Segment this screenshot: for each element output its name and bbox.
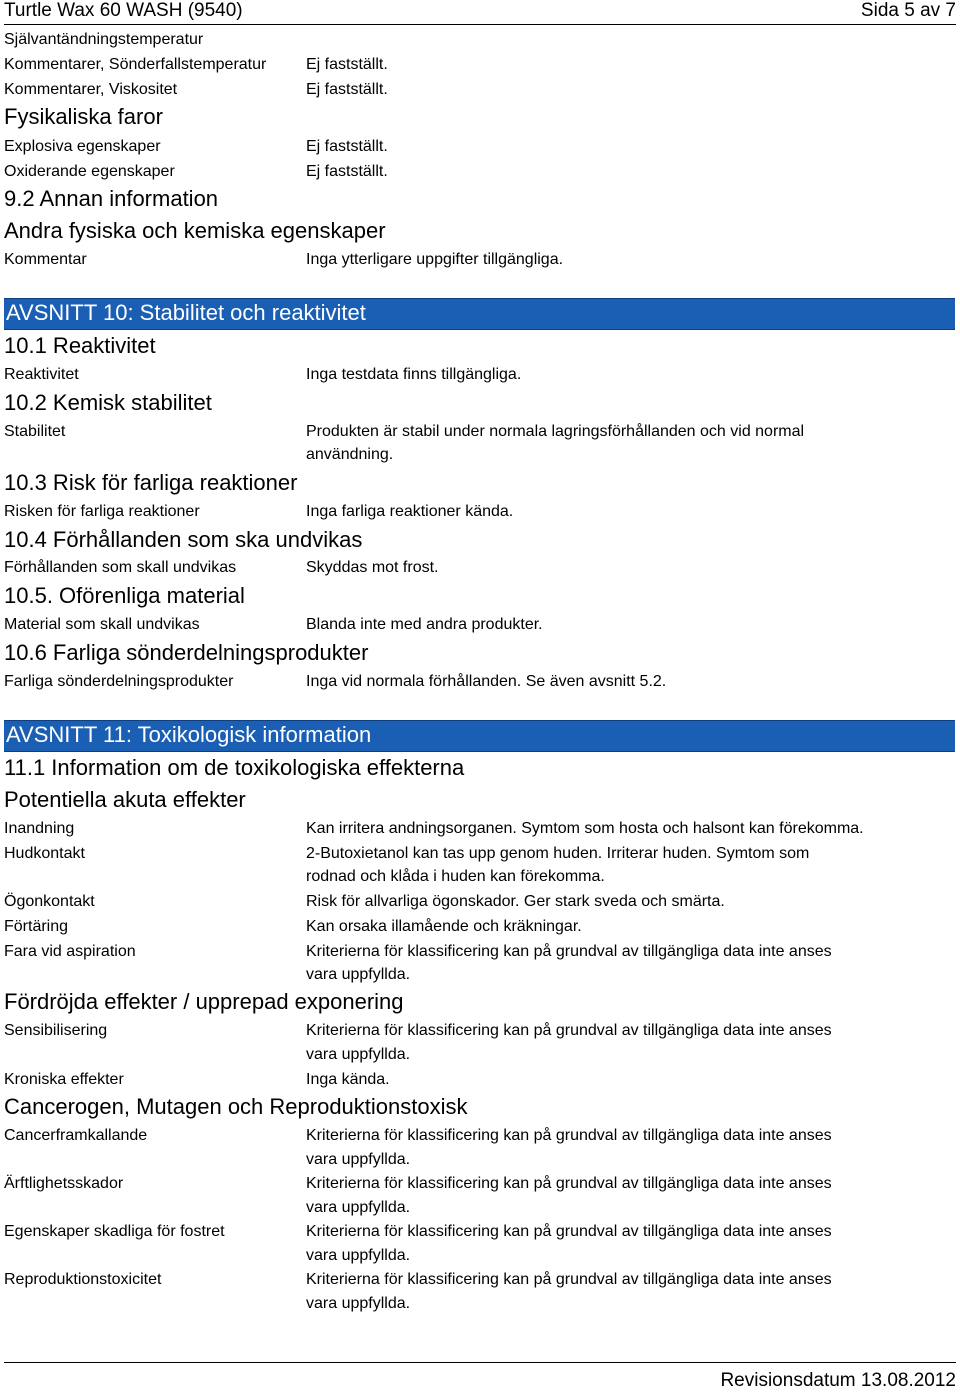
subheading: 10.6 Farliga sönderdelningsprodukter	[4, 640, 369, 665]
field-value: Inga farliga reaktioner kända.	[306, 503, 514, 520]
field-value: Inga kända.	[306, 1071, 390, 1088]
field-value: Inga testdata finns tillgängliga.	[306, 366, 522, 383]
field-value: Risk för allvarliga ögonskador. Ger stark sveda och smärta.	[306, 893, 725, 910]
field-value-continued: vara uppfyllda.	[306, 1295, 411, 1312]
field-value: Kan irritera andningsorganen. Symtom som hosta och halsont kan förekomma.	[306, 820, 864, 837]
field-label: Ögonkontakt	[4, 893, 95, 910]
field-value-continued: vara uppfyllda.	[306, 1247, 411, 1264]
field-label: Förhållanden som skall undvikas	[4, 559, 237, 576]
subheading: 10.4 Förhållanden som ska undvikas	[4, 527, 363, 552]
subheading: 11.1 Information om de toxikologiska effekterna	[4, 755, 465, 780]
subheading: Andra fysiska och kemiska egenskaper	[4, 218, 386, 243]
field-value: Produkten är stabil under normala lagringsförhållanden och vid normal	[306, 423, 805, 440]
field-label: Stabilitet	[4, 423, 66, 440]
field-label: Cancerframkallande	[4, 1127, 148, 1144]
subheading: Cancerogen, Mutagen och Reproduktionstoxisk	[4, 1094, 468, 1119]
field-label: Oxiderande egenskaper	[4, 163, 175, 180]
subheading: 10.5. Oförenliga material	[4, 583, 245, 608]
field-value: Ej fastställt.	[306, 56, 388, 73]
field-label: Ärftlighetsskador	[4, 1175, 124, 1192]
subheading: Fördröjda effekter / upprepad exponering	[4, 989, 404, 1014]
revision-date: Revisionsdatum 13.08.2012	[720, 1370, 956, 1391]
field-value: Kriterierna för klassificering kan på grundval av tillgängliga data inte anses	[306, 1271, 832, 1288]
header-rule	[4, 24, 956, 25]
field-label: Kommentarer, Viskositet	[4, 81, 178, 98]
field-label: Sensibilisering	[4, 1022, 108, 1039]
field-label: Egenskaper skadliga för fostret	[4, 1223, 225, 1240]
field-value: Kriterierna för klassificering kan på grundval av tillgängliga data inte anses	[306, 1127, 832, 1144]
field-label: Fara vid aspiration	[4, 943, 136, 960]
field-value: Inga ytterligare uppgifter tillgängliga.	[306, 251, 564, 268]
field-value: Skyddas mot frost.	[306, 559, 439, 576]
subheading: 10.2 Kemisk stabilitet	[4, 390, 212, 415]
field-label: Självantändningstemperatur	[4, 31, 204, 48]
field-label: Kommentar	[4, 251, 87, 268]
field-label: Hudkontakt	[4, 845, 85, 862]
field-label: Explosiva egenskaper	[4, 138, 161, 155]
field-label: Risken för farliga reaktioner	[4, 503, 200, 520]
section-title: AVSNITT 10: Stabilitet och reaktivitet	[6, 300, 366, 325]
field-value: Kriterierna för klassificering kan på grundval av tillgängliga data inte anses	[306, 1022, 832, 1039]
document-title: Turtle Wax 60 WASH (9540)	[4, 0, 243, 21]
field-value: Ej fastställt.	[306, 163, 388, 180]
field-value-continued: vara uppfyllda.	[306, 1151, 411, 1168]
subheading: Fysikaliska faror	[4, 104, 163, 129]
field-label: Inandning	[4, 820, 75, 837]
field-label: Farliga sönderdelningsprodukter	[4, 673, 234, 690]
field-value: Kriterierna för klassificering kan på grundval av tillgängliga data inte anses	[306, 1175, 832, 1192]
field-value: Kriterierna för klassificering kan på grundval av tillgängliga data inte anses	[306, 1223, 832, 1240]
subheading: 9.2 Annan information	[4, 186, 219, 211]
field-value: Kan orsaka illamående och kräkningar.	[306, 918, 582, 935]
field-value: Inga vid normala förhållanden. Se även avsnitt 5.2.	[306, 673, 667, 690]
field-value: 2-Butoxietanol kan tas upp genom huden. Irriterar huden. Symtom som	[306, 845, 810, 862]
field-value: Kriterierna för klassificering kan på grundval av tillgängliga data inte anses	[306, 943, 832, 960]
section-band	[4, 720, 955, 752]
subheading: Potentiella akuta effekter	[4, 787, 246, 812]
field-value-continued: vara uppfyllda.	[306, 966, 411, 983]
page-number: Sida 5 av 7	[860, 0, 956, 21]
field-label: Reproduktionstoxicitet	[4, 1271, 162, 1288]
footer-rule	[4, 1362, 956, 1363]
field-value: Ej fastställt.	[306, 81, 388, 98]
section-band	[4, 298, 955, 330]
field-label: Material som skall undvikas	[4, 616, 200, 633]
field-value-continued: användning.	[306, 446, 394, 463]
field-label: Kommentarer, Sönderfallstemperatur	[4, 56, 267, 73]
field-label: Förtäring	[4, 918, 69, 935]
field-value: Blanda inte med andra produkter.	[306, 616, 543, 633]
field-label: Reaktivitet	[4, 366, 79, 383]
subheading: 10.3 Risk för farliga reaktioner	[4, 470, 298, 495]
field-value-continued: rodnad och klåda i huden kan förekomma.	[306, 868, 605, 885]
subheading: 10.1 Reaktivitet	[4, 333, 156, 358]
section-title: AVSNITT 11: Toxikologisk information	[6, 722, 372, 747]
field-value: Ej fastställt.	[306, 138, 388, 155]
field-label: Kroniska effekter	[4, 1071, 124, 1088]
field-value-continued: vara uppfyllda.	[306, 1199, 411, 1216]
field-value-continued: vara uppfyllda.	[306, 1046, 411, 1063]
